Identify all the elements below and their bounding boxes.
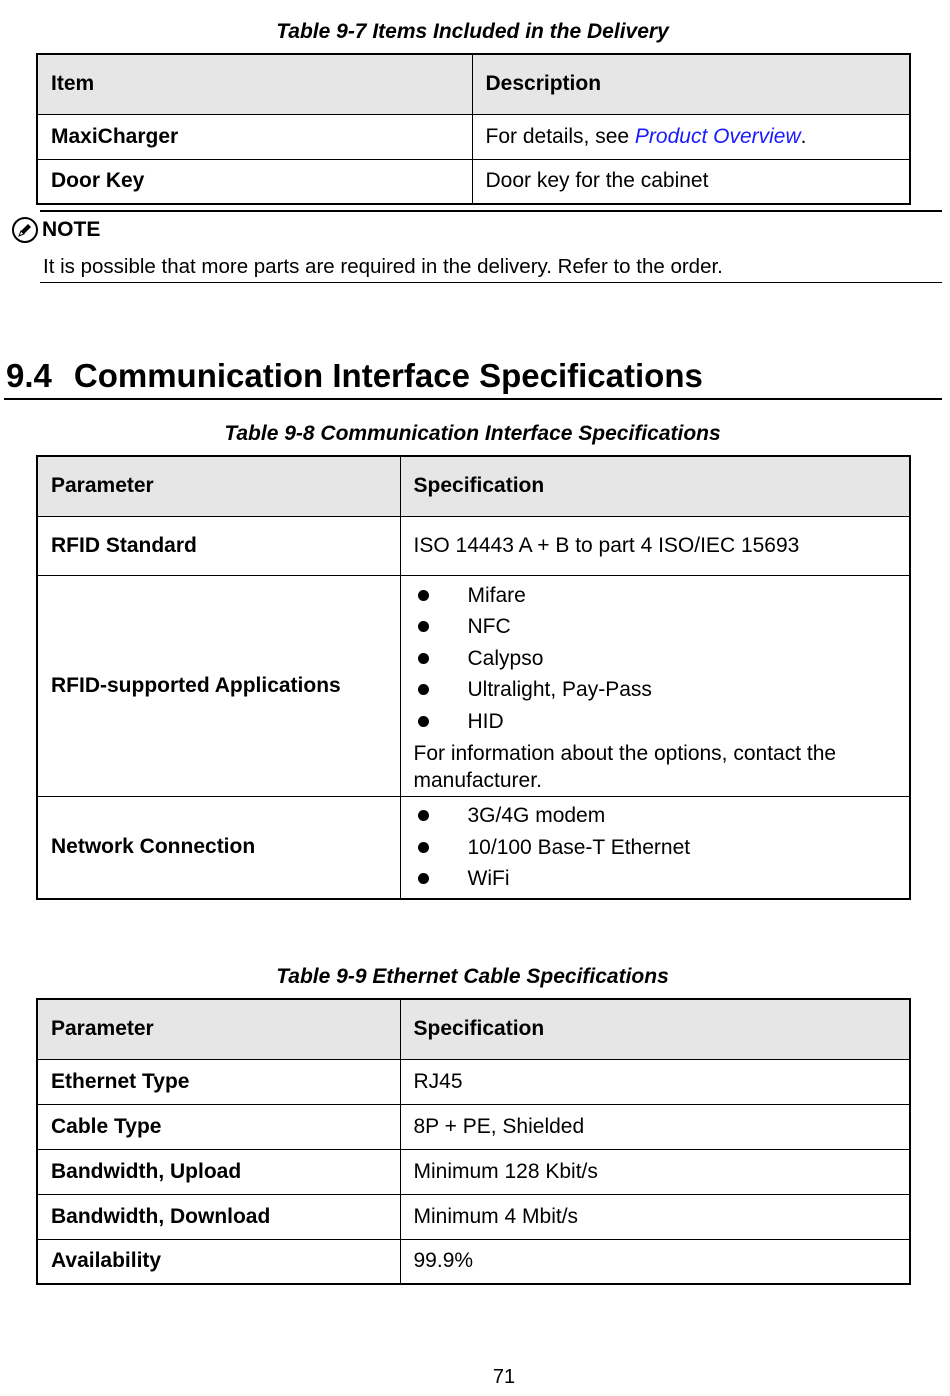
- section-number: 9.4: [6, 357, 52, 394]
- table-row: [37, 575, 910, 797]
- rfid-footnote: For information about the options, contact the manufacturer.: [413, 742, 837, 792]
- item-cell: Door Key: [37, 159, 472, 204]
- list-item: WiFi: [414, 863, 897, 895]
- column-header-specification: Specification: [400, 456, 910, 516]
- table-row: [37, 516, 910, 575]
- note-bottom-rule: [40, 282, 942, 283]
- list-item: Mifare: [414, 580, 897, 612]
- list-item: 3G/4G modem: [414, 800, 897, 832]
- table-row: [37, 1149, 910, 1194]
- table-9-7-caption: Table 9-7 Items Included in the Delivery: [276, 20, 669, 43]
- table-row: [37, 1104, 910, 1149]
- column-header-parameter: Parameter: [37, 456, 400, 516]
- parameter-cell: Bandwidth, Upload: [37, 1149, 400, 1194]
- parameter-cell: Availability: [37, 1239, 400, 1284]
- column-header-specification: Specification: [400, 999, 910, 1059]
- table-row: [37, 1239, 910, 1284]
- specification-cell: [400, 575, 910, 797]
- description-suffix: .: [800, 124, 807, 148]
- table-row: [37, 114, 910, 159]
- parameter-cell: RFID Standard: [37, 516, 400, 575]
- parameter-cell: Cable Type: [37, 1104, 400, 1149]
- description-cell: Door key for the cabinet: [472, 159, 910, 204]
- table-header-row: [37, 54, 910, 114]
- section-rule: [4, 398, 942, 400]
- table-header-row: [37, 999, 910, 1059]
- table-header-row: [37, 456, 910, 516]
- list-item: HID: [414, 706, 897, 738]
- specification-cell: RJ45: [400, 1059, 910, 1104]
- list-item: NFC: [414, 611, 897, 643]
- rfid-applications-list: [414, 580, 897, 738]
- list-item: Ultralight, Pay-Pass: [414, 674, 897, 706]
- parameter-cell: Bandwidth, Download: [37, 1194, 400, 1239]
- table-items-delivery: [36, 53, 911, 205]
- parameter-cell: Ethernet Type: [37, 1059, 400, 1104]
- item-cell: MaxiCharger: [37, 114, 472, 159]
- section-title: Communication Interface Specifications: [73, 357, 703, 394]
- table-communication-interface: [36, 455, 911, 900]
- section-heading: [6, 356, 703, 396]
- product-overview-link[interactable]: Product Overview: [634, 124, 801, 148]
- table-row: [37, 159, 910, 204]
- specification-cell: Minimum 128 Kbit/s: [400, 1149, 910, 1194]
- description-cell: [472, 114, 910, 159]
- page-number: 71: [492, 1366, 516, 1388]
- specification-cell: [400, 797, 910, 899]
- table-row: [37, 797, 910, 899]
- parameter-cell: RFID-supported Applications: [37, 575, 400, 797]
- pencil-note-icon: [11, 216, 39, 244]
- table-9-9-caption: Table 9-9 Ethernet Cable Specifications: [276, 965, 669, 988]
- network-list: [414, 800, 897, 895]
- specification-cell: Minimum 4 Mbit/s: [400, 1194, 910, 1239]
- table-ethernet-cable: [36, 998, 911, 1285]
- parameter-cell: Network Connection: [37, 797, 400, 899]
- column-header-description: Description: [472, 54, 910, 114]
- description-text: For details, see: [485, 124, 635, 148]
- specification-cell: ISO 14443 A + B to part 4 ISO/IEC 15693: [400, 516, 910, 575]
- note-top-rule: [40, 210, 942, 212]
- list-item: 10/100 Base-T Ethernet: [414, 832, 897, 864]
- table-row: [37, 1059, 910, 1104]
- list-item: Calypso: [414, 643, 897, 675]
- table-row: [37, 1194, 910, 1239]
- table-9-8-caption: Table 9-8 Communication Interface Specifications: [224, 422, 721, 445]
- specification-cell: 99.9%: [400, 1239, 910, 1284]
- column-header-parameter: Parameter: [37, 999, 400, 1059]
- specification-cell: 8P + PE, Shielded: [400, 1104, 910, 1149]
- note-label: NOTE: [42, 218, 101, 241]
- note-text: It is possible that more parts are required in the delivery. Refer to the order.: [43, 255, 723, 278]
- column-header-item: Item: [37, 54, 472, 114]
